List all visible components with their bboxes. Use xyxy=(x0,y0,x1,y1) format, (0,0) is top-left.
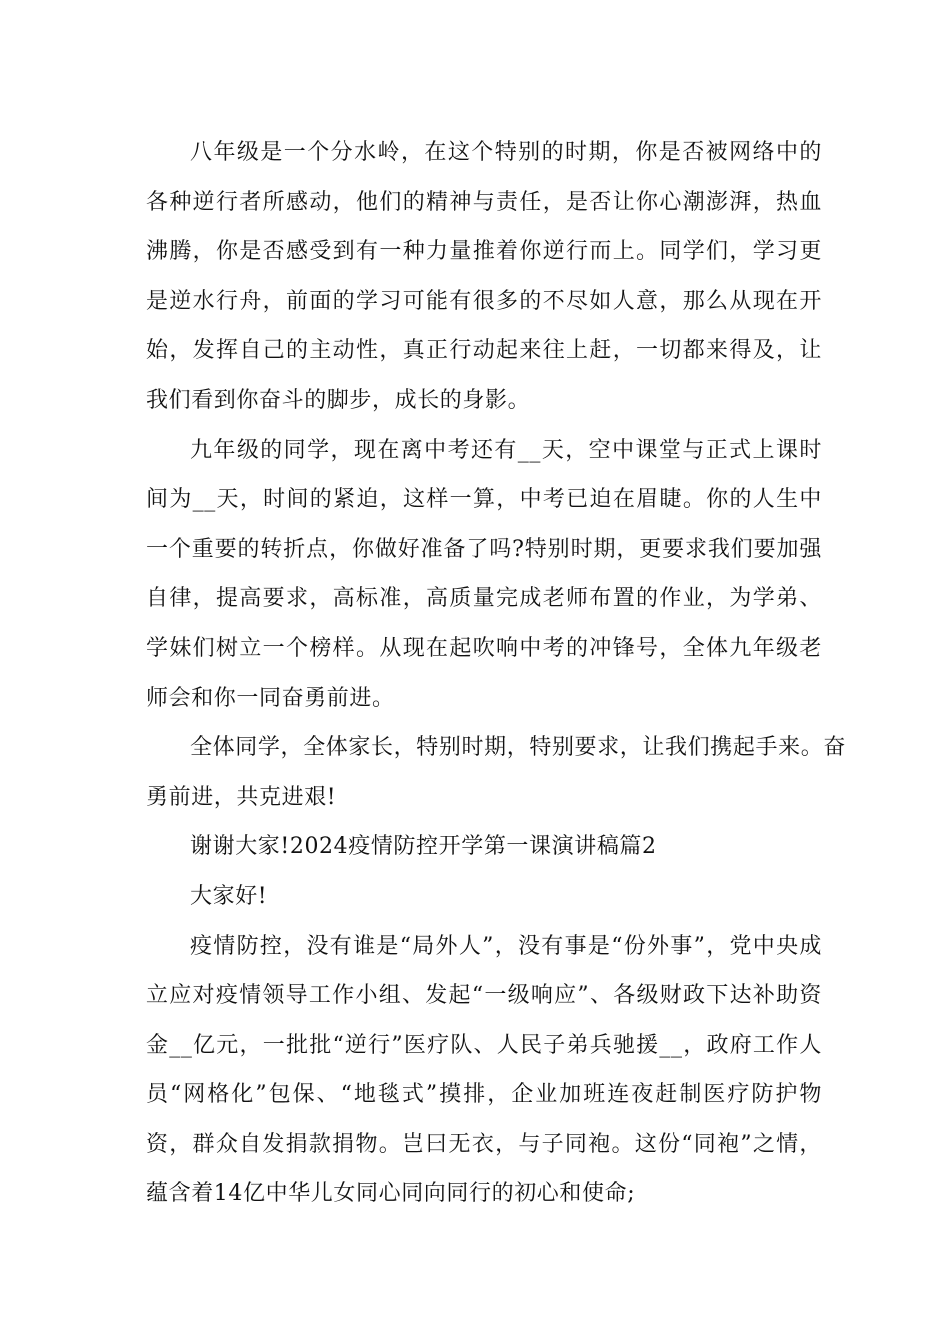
paragraph-epidemic-control: 疫情防控，没有谁是“局外人”，没有事是“份外事”，党中央成立应对疫情领导工作小组、发起“一级响应”、各级财政下达补助资金__亿元，一批批“逆行”医疗队、人民子弟兵驰援__，政府工作人员“网格化”包保、“地毯式”摸排，企业加班连夜赶制医疗防护物资，群众自发捐款捐物。岂曰无衣，与子同袍。这份“同袍”之情，蕴含着14亿中华儿女同心同向同行的初心和使命; xyxy=(146,933,822,1207)
paragraph-all-students: 全体同学，全体家长，特别时期，特别要求，让我们携起手来。奋勇前进，共克进艰! xyxy=(146,735,846,810)
document-body xyxy=(146,128,846,1219)
paragraph-grade-nine: 九年级的同学，现在离中考还有__天，空中课堂与正式上课时间为__天，时间的紧迫，这样一算，中考已迫在眉睫。你的人生中一个重要的转折点，你做好准备了吗?特别时期，更要求我们要加强自律，提高要求，高标准，高质量完成老师布置的作业，为学弟、学妹们树立一个榜样。从现在起吹响中考的冲锋号，全体九年级老师会和你一同奋勇前进。 xyxy=(146,437,822,711)
paragraph-greeting: 大家好! xyxy=(190,883,268,909)
paragraph-grade-eight: 八年级是一个分水岭，在这个特别的时期，你是否被网络中的各种逆行者所感动，他们的精神与责任，是否让你心潮澎湃，热血沸腾，你是否感受到有一种力量推着你逆行而上。同学们，学习更是逆水行舟，前面的学习可能有很多的不尽如人意，那么从现在开始，发挥自己的主动性，真正行动起来往上赶，一切都来得及，让我们看到你奋斗的脚步，成长的身影。 xyxy=(146,140,822,413)
paragraph-thanks-heading: 谢谢大家!2024疫情防控开学第一课演讲稿篇2 xyxy=(190,834,657,860)
